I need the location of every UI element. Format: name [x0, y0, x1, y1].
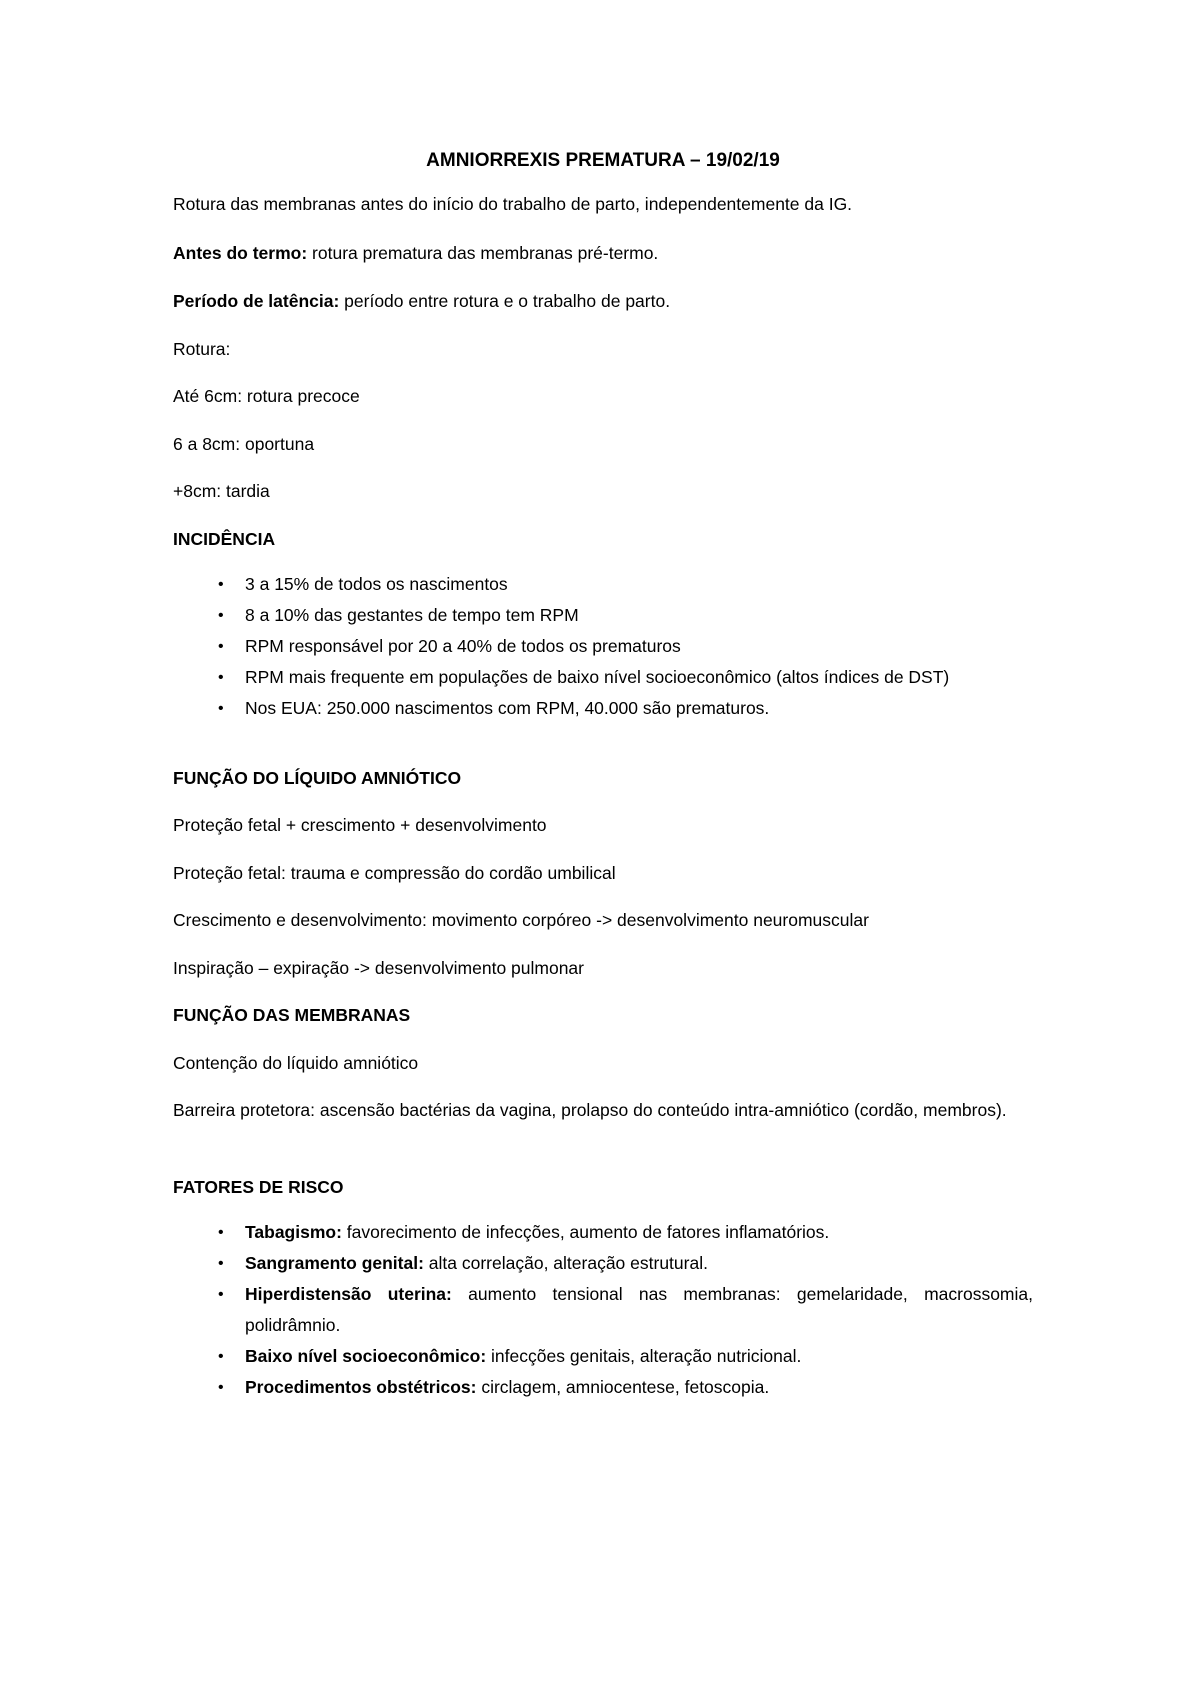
- page-title: AMNIORREXIS PREMATURA – 19/02/19: [426, 150, 780, 171]
- rotura-tardia-line: +8cm: tardia: [173, 481, 270, 501]
- risk-label: Sangramento genital:: [245, 1253, 424, 1273]
- term-text: período entre rotura e o trabalho de parto.: [339, 291, 671, 311]
- definition-paragraph: Rotura das membranas antes do início do trabalho de parto, independentemente da IG.: [173, 194, 853, 214]
- bullet-icon: •: [218, 638, 224, 655]
- risk-text: favorecimento de infecções, aumento de fatores inflamatórios.: [341, 1222, 830, 1242]
- risk-text: circlagem, amniocentese, fetoscopia.: [476, 1377, 770, 1397]
- list-item: [173, 1248, 1033, 1279]
- bullet-icon: •: [218, 576, 224, 593]
- bullet-icon: •: [218, 1348, 224, 1365]
- list-item: [173, 569, 1033, 600]
- risk-text: aumento tensional nas membranas: gemelaridade, macrossomia, polidrâmnio.: [245, 1284, 1033, 1335]
- risk-label: Baixo nível socioeconômico:: [245, 1346, 487, 1366]
- list-item: [173, 631, 1033, 662]
- bullet-icon: •: [218, 669, 224, 686]
- rotura-precoce-line: Até 6cm: rotura precoce: [173, 386, 360, 406]
- list-item-text: 3 a 15% de todos os nascimentos: [245, 574, 508, 594]
- list-item: [173, 1341, 1033, 1372]
- list-item-text: Nos EUA: 250.000 nascimentos com RPM, 40.000 são prematuros.: [245, 698, 770, 718]
- risk-label: Tabagismo:: [245, 1222, 342, 1242]
- list-item-text: 8 a 10% das gestantes de tempo tem RPM: [245, 605, 579, 625]
- bullet-icon: •: [218, 1379, 224, 1396]
- bullet-icon: •: [218, 607, 224, 624]
- rotura-label: Rotura:: [173, 339, 231, 359]
- bullet-icon: •: [218, 1286, 224, 1303]
- list-item: [173, 600, 1033, 631]
- incidencia-list: [173, 569, 1033, 724]
- periodo-latencia-paragraph: [173, 286, 1033, 316]
- term-label: Período de latência:: [173, 291, 340, 311]
- rotura-oportuna-line: 6 a 8cm: oportuna: [173, 434, 315, 454]
- list-item: [173, 693, 1033, 724]
- fatores-risco-list: [173, 1217, 1033, 1403]
- list-item: [173, 1279, 1033, 1341]
- section-heading-risco: FATORES DE RISCO: [173, 1177, 344, 1197]
- section-heading-liquido: FUNÇÃO DO LÍQUIDO AMNIÓTICO: [173, 768, 462, 788]
- list-item-text: RPM responsável por 20 a 40% de todos os prematuros: [245, 636, 681, 656]
- liquido-paragraph-4: Inspiração – expiração -> desenvolvimento pulmonar: [173, 958, 584, 978]
- bullet-icon: •: [218, 700, 224, 717]
- term-label: Antes do termo:: [173, 243, 308, 263]
- membranas-paragraph-2: Barreira protetora: ascensão bactérias da vagina, prolapso do conteúdo intra-amniótico (cordão, membros).: [173, 1100, 1007, 1120]
- risk-label: Hiperdistensão uterina:: [245, 1284, 452, 1304]
- risk-text: alta correlação, alteração estrutural.: [423, 1253, 708, 1273]
- list-item: [173, 1372, 1033, 1403]
- list-item: [173, 1217, 1033, 1248]
- list-item: [173, 662, 1033, 693]
- antes-do-termo-paragraph: [173, 238, 1033, 268]
- liquido-paragraph-1: Proteção fetal + crescimento + desenvolvimento: [173, 815, 547, 835]
- term-text: rotura prematura das membranas pré-termo.: [307, 243, 659, 263]
- bullet-icon: •: [218, 1224, 224, 1241]
- section-heading-incidencia: INCIDÊNCIA: [173, 529, 276, 549]
- risk-text: infecções genitais, alteração nutricional.: [486, 1346, 802, 1366]
- section-heading-membranas: FUNÇÃO DAS MEMBRANAS: [173, 1005, 411, 1025]
- liquido-paragraph-2: Proteção fetal: trauma e compressão do cordão umbilical: [173, 863, 616, 883]
- list-item-text: RPM mais frequente em populações de baixo nível socioeconômico (altos índices de DST): [245, 667, 950, 687]
- liquido-paragraph-3: Crescimento e desenvolvimento: movimento corpóreo -> desenvolvimento neuromuscular: [173, 910, 869, 930]
- risk-label: Procedimentos obstétricos:: [245, 1377, 477, 1397]
- bullet-icon: •: [218, 1255, 224, 1272]
- membranas-paragraph-1: Contenção do líquido amniótico: [173, 1053, 419, 1073]
